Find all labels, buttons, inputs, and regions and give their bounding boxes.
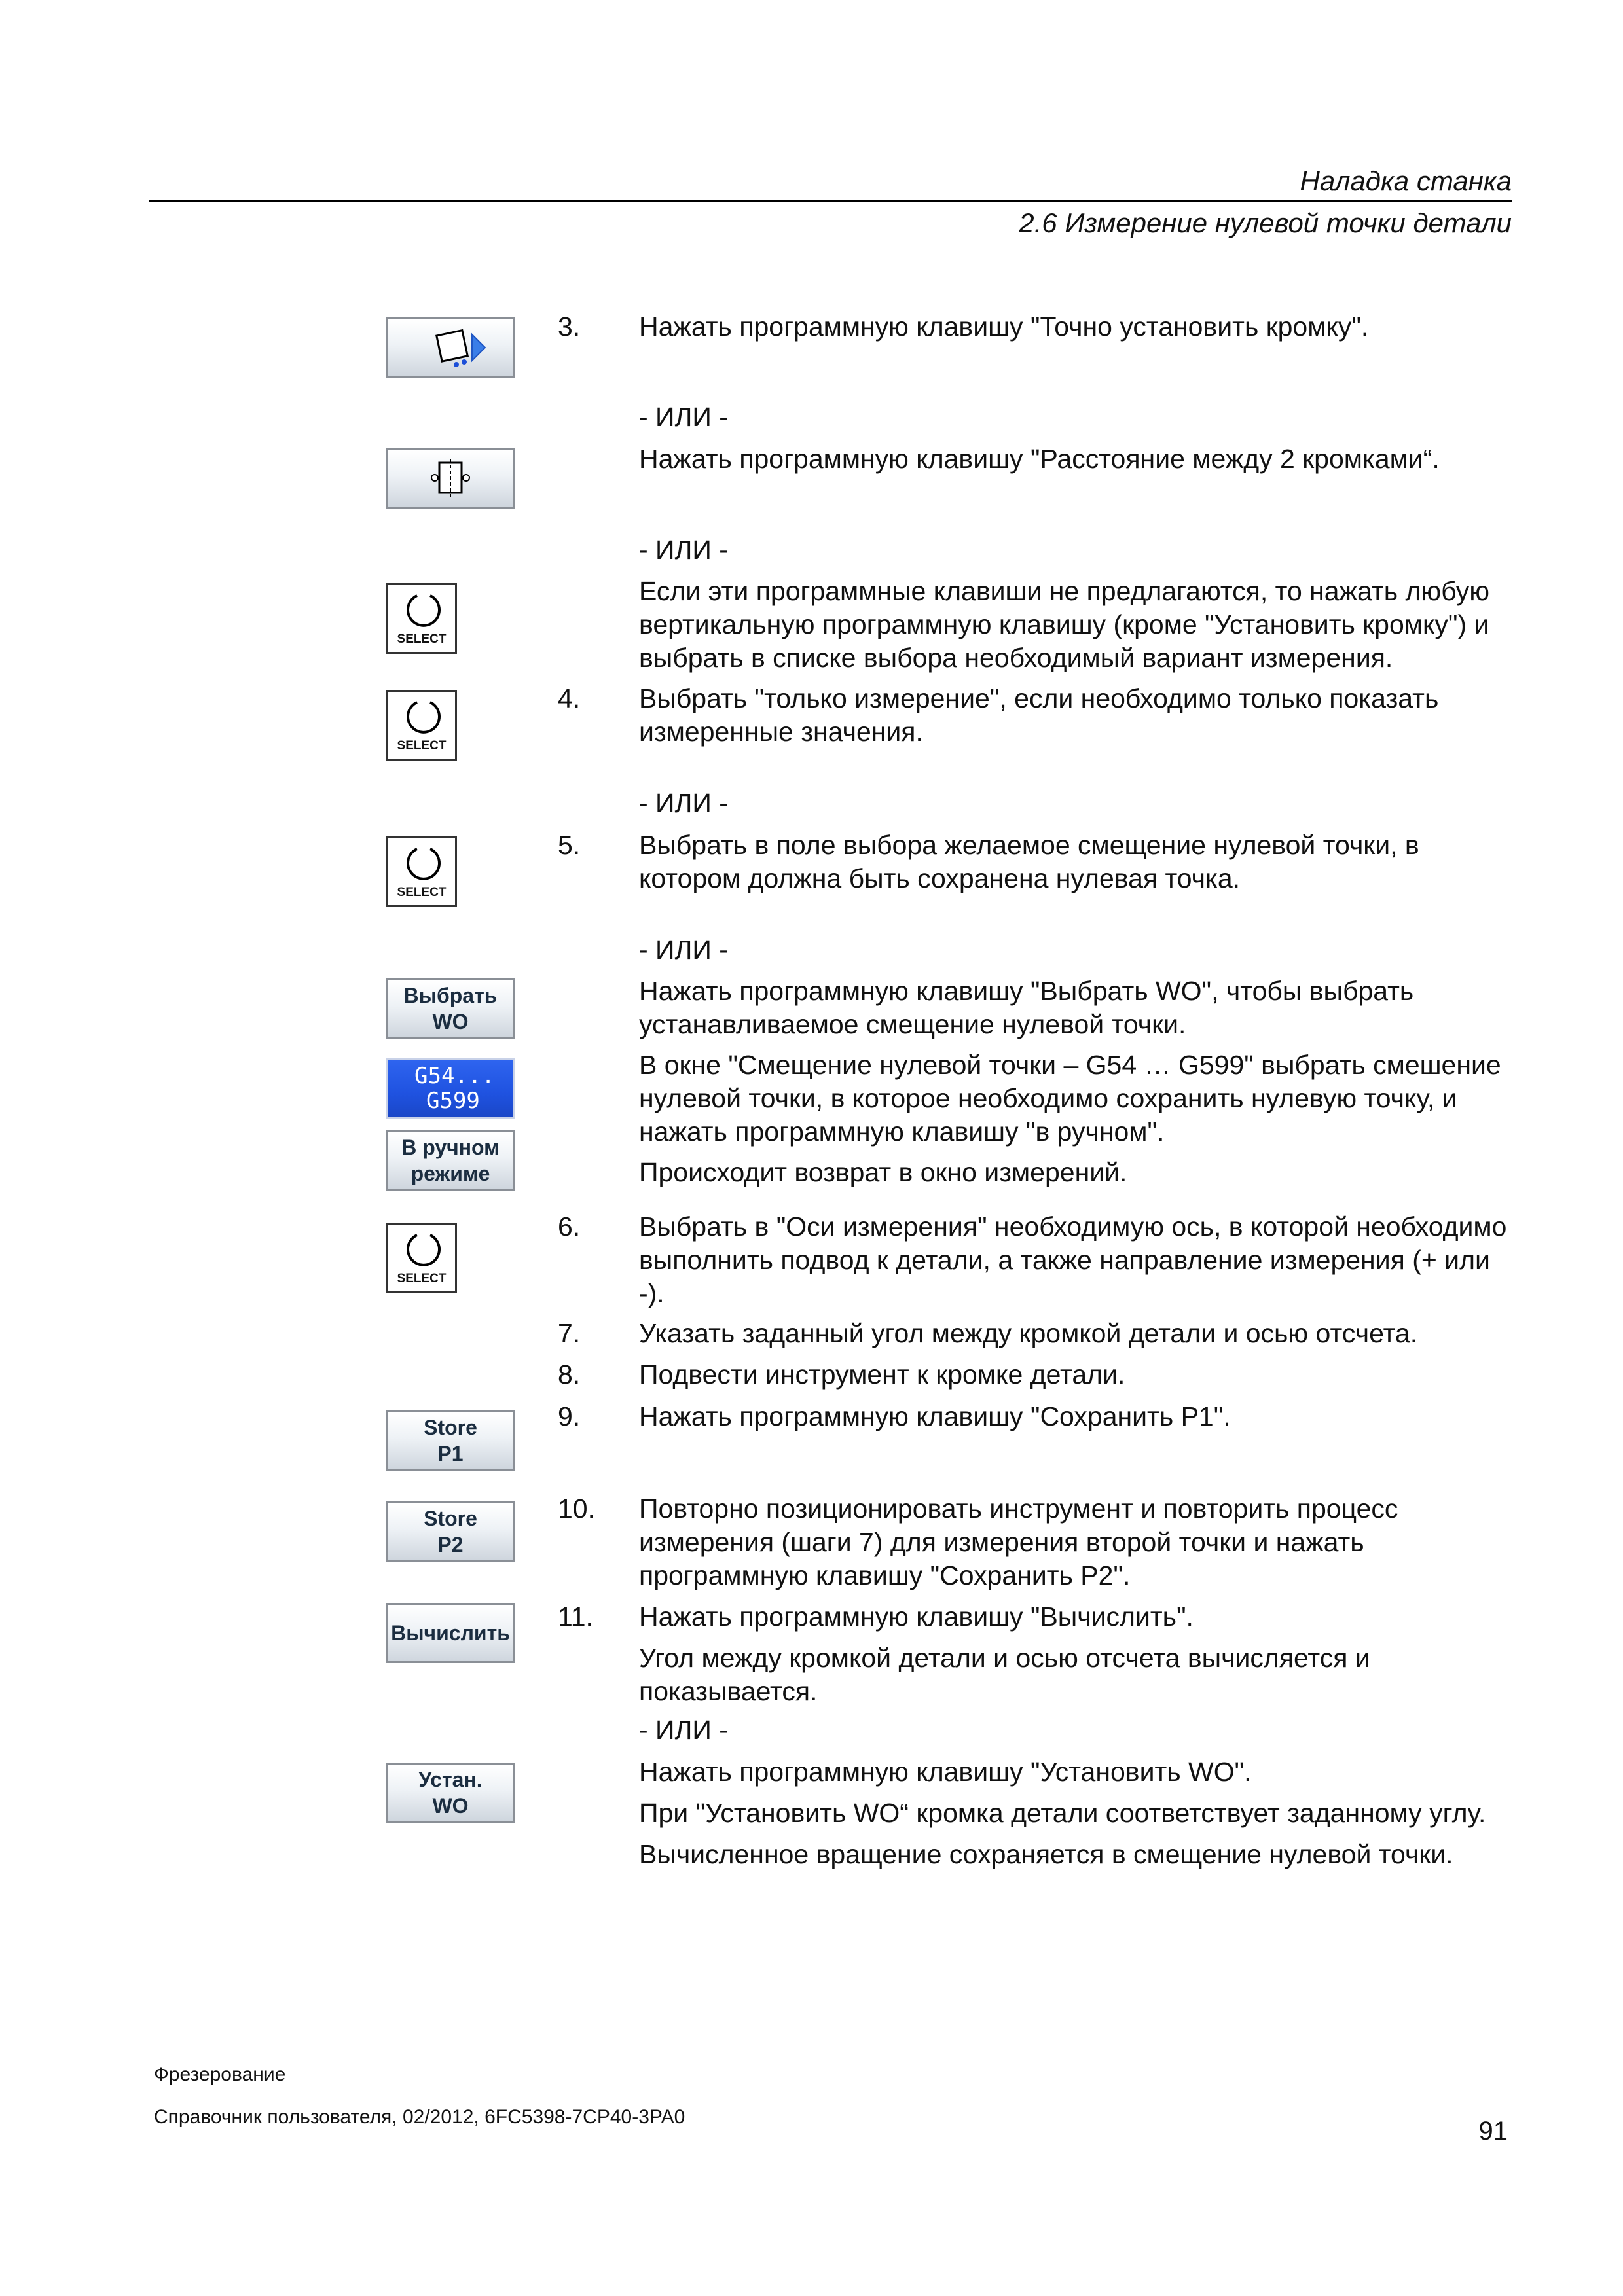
manual-mode-softkey[interactable] bbox=[386, 1130, 515, 1191]
select-key[interactable] bbox=[386, 583, 457, 654]
step-text: Нажать программную клавишу "Вычислить". bbox=[639, 1602, 1194, 1632]
softkey-label-line: WO bbox=[432, 1794, 469, 1818]
or-separator: - ИЛИ - bbox=[639, 1715, 728, 1745]
running-header-chapter: Наладка станка bbox=[1300, 166, 1512, 196]
select-circle-icon bbox=[403, 697, 445, 739]
running-header-section: 2.6 Измерение нулевой точки детали bbox=[1019, 207, 1512, 238]
step-number: 11. bbox=[558, 1602, 593, 1632]
softkey-label-line: G599 bbox=[426, 1088, 480, 1114]
or-separator: - ИЛИ - bbox=[639, 935, 728, 965]
select-key-label: SELECT bbox=[397, 1272, 447, 1285]
softkey-label-line: Store bbox=[424, 1507, 477, 1530]
softkey-label-line: G54... bbox=[414, 1063, 495, 1089]
step-text: Нажать программную клавишу "Сохранить P1". bbox=[639, 1401, 1231, 1431]
calculate-softkey[interactable] bbox=[386, 1603, 515, 1663]
store-p2-softkey[interactable] bbox=[386, 1501, 515, 1562]
softkey-label-line: P1 bbox=[437, 1442, 464, 1465]
step-number: 8. bbox=[558, 1359, 581, 1390]
softkey-label-line: WO bbox=[432, 1010, 469, 1033]
or-separator: - ИЛИ - bbox=[639, 535, 728, 565]
step-text: Угол между кромкой детали и осью отсчета вычисляется и показывается. bbox=[639, 1643, 1370, 1706]
select-circle-icon bbox=[403, 590, 445, 632]
header-rule bbox=[149, 200, 1512, 202]
softkey-label-line: режиме bbox=[410, 1162, 490, 1185]
footer-book-title: Фрезерование bbox=[154, 2064, 286, 2085]
select-key-label: SELECT bbox=[397, 886, 447, 899]
two-edges-icon bbox=[401, 452, 500, 505]
or-separator: - ИЛИ - bbox=[639, 402, 728, 432]
step-text: Указать заданный угол между кромкой детали и осью отсчета. bbox=[639, 1318, 1418, 1348]
step-number: 3. bbox=[558, 312, 581, 342]
step-number: 5. bbox=[558, 830, 581, 860]
step-text: Вычисленное вращение сохраняется в смещение нулевой точки. bbox=[639, 1839, 1453, 1869]
step-number: 9. bbox=[558, 1401, 581, 1431]
distance-two-edges-softkey[interactable] bbox=[386, 448, 515, 509]
step-number: 4. bbox=[558, 683, 581, 713]
softkey-label-line: P2 bbox=[437, 1533, 464, 1556]
select-key-label: SELECT bbox=[397, 632, 447, 646]
step-number: 6. bbox=[558, 1211, 581, 1242]
softkey-label-line: Устан. bbox=[418, 1768, 483, 1791]
step-text: Нажать программную клавишу "Выбрать WO", чтобы выбрать устанавливаемое смещение нулевой точки. bbox=[639, 976, 1414, 1039]
store-p1-softkey[interactable] bbox=[386, 1410, 515, 1471]
select-wo-softkey[interactable] bbox=[386, 978, 515, 1039]
step-text: Выбрать в поле выбора желаемое смещение нулевой точки, в котором должна быть сохранена нулевая точка. bbox=[639, 830, 1419, 893]
select-circle-icon bbox=[403, 1230, 445, 1272]
footer-manual-info: Справочник пользователя, 02/2012, 6FC5398-7CP40-3PA0 bbox=[154, 2106, 685, 2128]
or-separator: - ИЛИ - bbox=[639, 788, 728, 818]
step-text: Нажать программную клавишу "Расстояние между 2 кромками“. bbox=[639, 444, 1440, 474]
select-key-label: SELECT bbox=[397, 739, 447, 753]
step-number: 10. bbox=[558, 1494, 595, 1524]
step-text: Выбрать в "Оси измерения" необходимую ось, в которой необходимо выполнить подвод к детали, а также направление измерения (+ или -). bbox=[639, 1211, 1507, 1308]
step-text: Выбрать "только измерение", если необходимо только показать измеренные значения. bbox=[639, 683, 1439, 747]
edge-align-icon bbox=[401, 321, 500, 374]
step-text: При "Установить WO“ кромка детали соответствует заданному углу. bbox=[639, 1798, 1486, 1828]
select-circle-icon bbox=[403, 844, 445, 886]
softkey-label-line: Выбрать bbox=[403, 984, 498, 1007]
step-text: Нажать программную клавишу "Установить WO". bbox=[639, 1757, 1252, 1787]
softkey-label-line: В ручном bbox=[401, 1136, 500, 1159]
step-text: В окне "Смещение нулевой точки – G54 … G599" выбрать смешение нулевой точки, в которое необходимо сохранить нулевую точку, и нажать программную клавишу "в ручном". bbox=[639, 1050, 1501, 1147]
g54-g599-softkey[interactable] bbox=[386, 1058, 515, 1119]
set-edge-exact-softkey[interactable] bbox=[386, 317, 515, 378]
softkey-label-line: Вычислить bbox=[391, 1621, 510, 1645]
step-text: Подвести инструмент к кромке детали. bbox=[639, 1359, 1125, 1390]
step-text: Происходит возврат в окно измерений. bbox=[639, 1157, 1127, 1187]
step-text: Нажать программную клавишу "Точно установить кромку". bbox=[639, 312, 1369, 342]
page-number: 91 bbox=[1478, 2117, 1508, 2145]
softkey-label-line: Store bbox=[424, 1416, 477, 1439]
step-number: 7. bbox=[558, 1318, 581, 1348]
step-text: Если эти программные клавиши не предлагаются, то нажать любую вертикальную программную клавишу (кроме "Установить кромку") и выбрать в списке выбора необходимый вариант измерения. bbox=[639, 576, 1489, 673]
set-wo-softkey[interactable] bbox=[386, 1763, 515, 1823]
step-text: Повторно позиционировать инструмент и повторить процесс измерения (шаги 7) для измерения второй точки и нажать программную клавишу "Сохранить P2". bbox=[639, 1494, 1398, 1590]
select-key[interactable] bbox=[386, 836, 457, 907]
select-key[interactable] bbox=[386, 690, 457, 761]
select-key[interactable] bbox=[386, 1223, 457, 1293]
